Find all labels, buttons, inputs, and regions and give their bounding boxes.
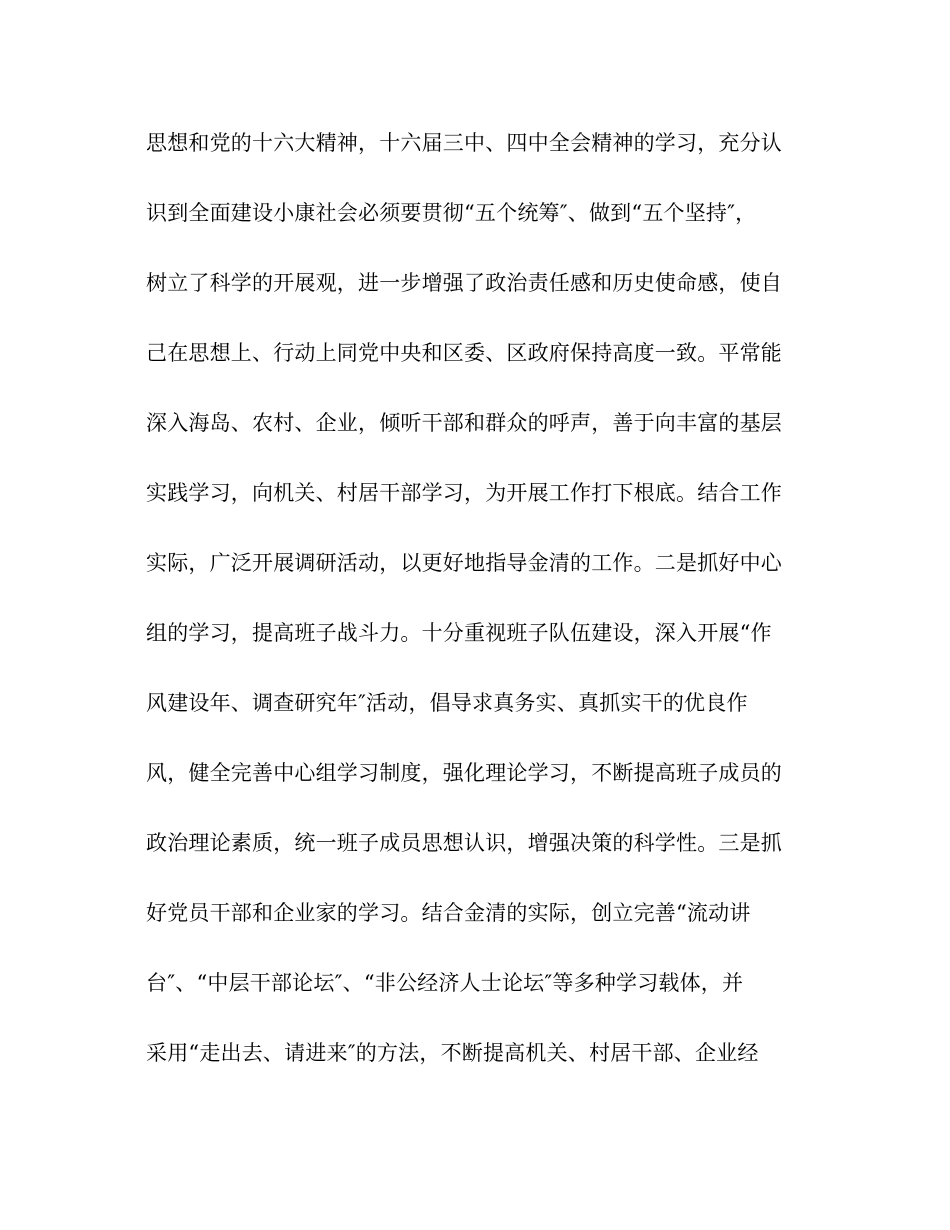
text-line: 实际，广泛开展调研活动，以更好地指导金清的工作。二是抓好中心 [146,551,782,575]
text-line: 组的学习，提高班子战斗力。十分重视班子队伍建设，深入开展“作 [146,621,772,645]
body-text [146,118,806,1098]
text-line: 台″、“中层干部论坛″、“非公经济人士论坛″等多种学习载体，并 [146,971,744,995]
text-line: 树立了科学的开展观，进一步增强了政治责任感和历史使命感，使自 [146,271,782,295]
text-line: 实践学习，向机关、村居干部学习，为开展工作打下根底。结合工作 [146,481,782,505]
text-line: 好党员干部和企业家的学习。结合金清的实际，创立完善“流动讲 [146,901,751,925]
text-line: 采用“走出去、请进来″的方法，不断提高机关、村居干部、企业经 [146,1041,759,1065]
text-line: 风，健全完善中心组学习制度，强化理论学习，不断提高班子成员的 [146,761,782,785]
text-line: 识到全面建设小康社会必须要贯彻“五个统筹″、做到“五个坚持″， [146,201,757,225]
text-line: 风建设年、调查研究年″活动，倡导求真务实、真抓实干的优良作 [146,691,748,715]
text-line: 思想和党的十六大精神，十六届三中、四中全会精神的学习，充分认 [146,131,782,155]
text-line: 政治理论素质，统一班子成员思想认识，增强决策的科学性。三是抓 [146,831,782,855]
text-line: 己在思想上、行动上同党中央和区委、区政府保持高度一致。平常能 [146,341,782,365]
text-line: 深入海岛、农村、企业，倾听干部和群众的呼声，善于向丰富的基层 [146,411,782,435]
